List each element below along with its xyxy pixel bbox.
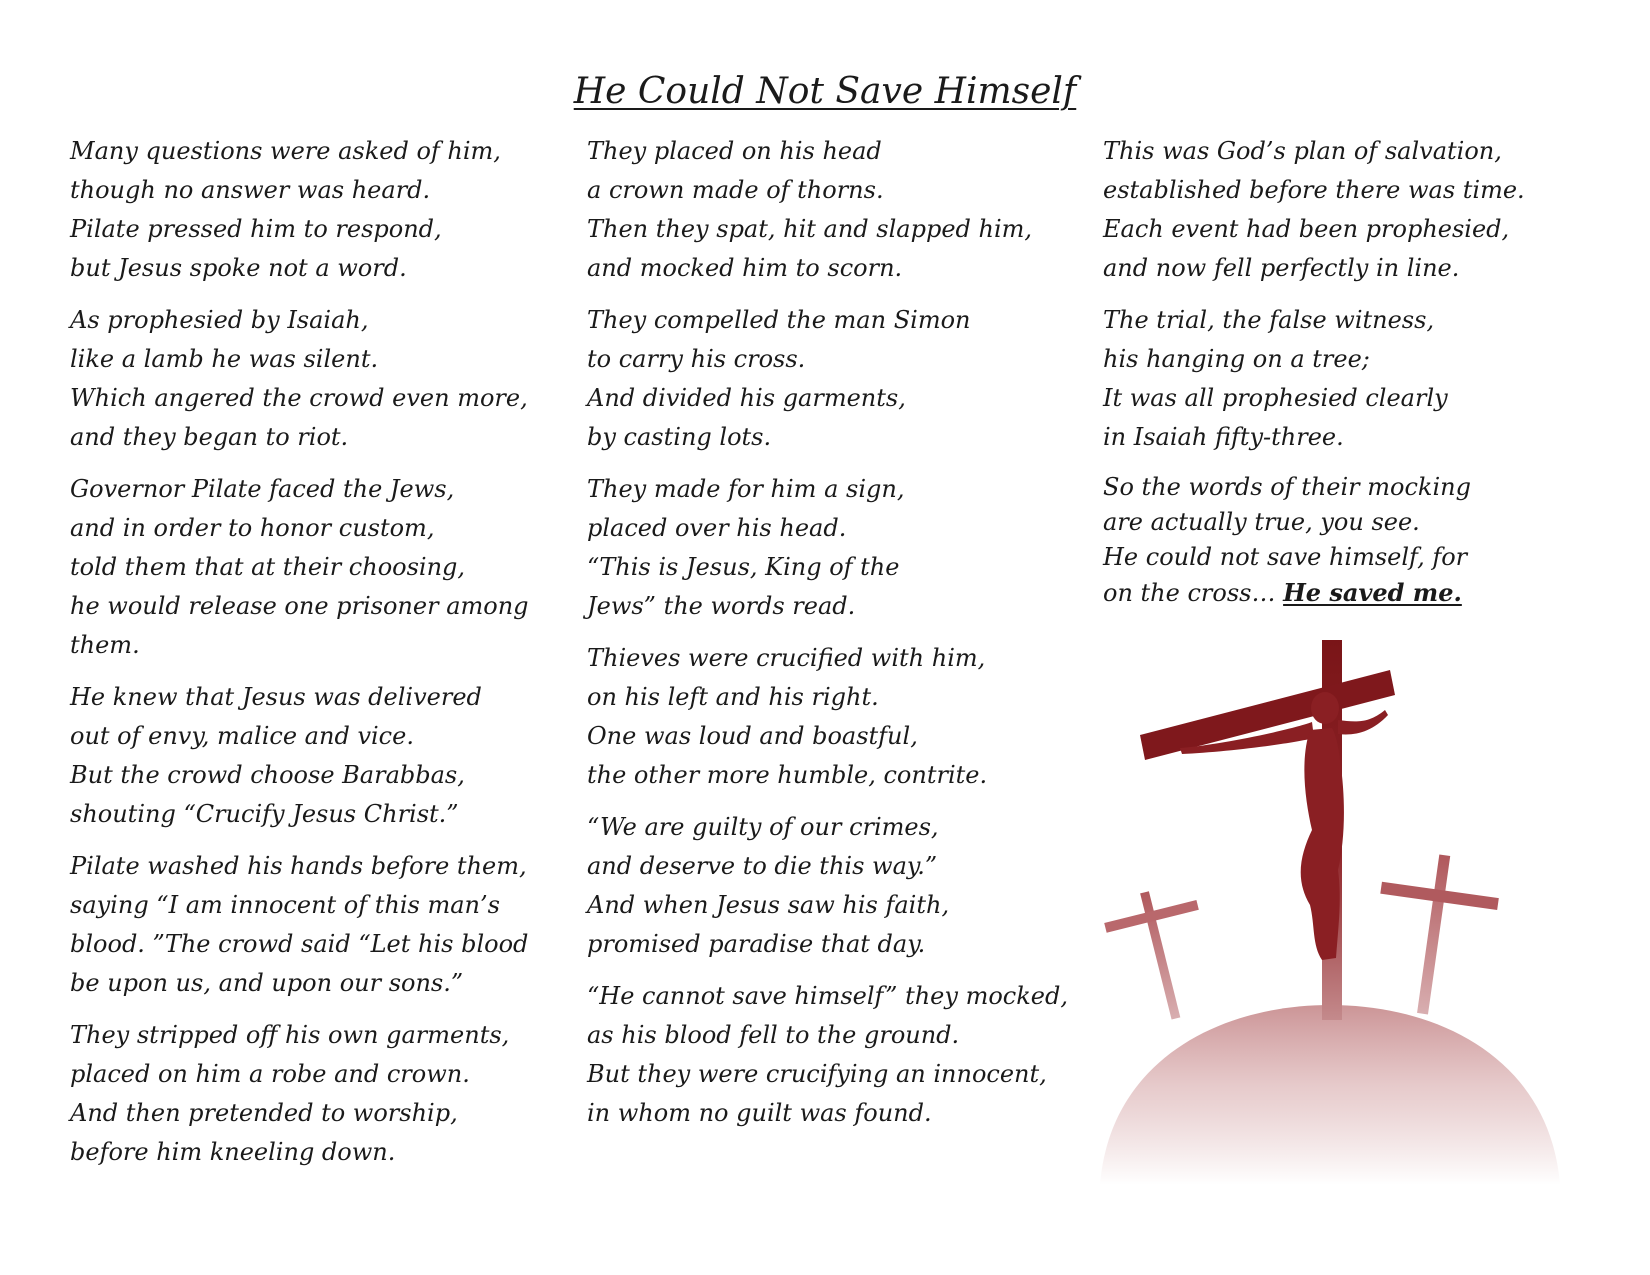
verse-line: promised paradise that day. xyxy=(587,930,926,958)
verse-line: The trial, the false witness, xyxy=(1103,306,1435,334)
verse-line: the other more humble, contrite. xyxy=(587,761,988,789)
verse-line: They made for him a sign, xyxy=(587,475,905,503)
verse-line: So the words of their mocking xyxy=(1103,473,1471,501)
left-cross-icon xyxy=(1100,881,1223,1030)
stanza xyxy=(587,977,1087,1133)
verse-line: He could not save himself, for xyxy=(1103,543,1468,571)
verse-line: like a lamb he was silent. xyxy=(70,345,379,373)
verse-line: he would release one prisoner among xyxy=(70,592,529,620)
verse-line: “He cannot save himself” they mocked, xyxy=(587,982,1068,1010)
stanza xyxy=(587,301,1087,457)
closing-emphasis: He saved me. xyxy=(1283,578,1462,607)
verse-line: But they were crucifying an innocent, xyxy=(587,1060,1047,1088)
verse-line: Each event had been prophesied, xyxy=(1103,215,1510,243)
verse-line: They stripped off his own garments, xyxy=(70,1021,510,1049)
verse-line: Thieves were crucified with him, xyxy=(587,644,986,672)
stanza xyxy=(70,678,560,834)
stanza xyxy=(70,470,560,665)
verse-line: Many questions were asked of him, xyxy=(70,137,501,165)
verse-line: saying “I am innocent of this man’s xyxy=(70,891,500,919)
verse-line: a crown made of thorns. xyxy=(587,176,884,204)
verse-line: And then pretended to worship, xyxy=(70,1099,458,1127)
hill-shape xyxy=(1100,1005,1560,1185)
verse-line: and in order to honor custom, xyxy=(70,514,435,542)
verse-line: They compelled the man Simon xyxy=(587,306,971,334)
poem-column-1 xyxy=(70,132,560,1185)
stanza xyxy=(70,301,560,457)
verse-line: Which angered the crowd even more, xyxy=(70,384,528,412)
verse-line: Pilate pressed him to respond, xyxy=(70,215,442,243)
stanza xyxy=(1103,132,1583,288)
verse-line: be upon us, and upon our sons.” xyxy=(70,969,464,997)
verse-line: Then they spat, hit and slapped him, xyxy=(587,215,1033,243)
verse-line: And when Jesus saw his faith, xyxy=(587,891,950,919)
verse-line: to carry his cross. xyxy=(587,345,806,373)
verse-line: And divided his garments, xyxy=(587,384,906,412)
stanza xyxy=(70,847,560,1003)
stanza xyxy=(587,132,1087,288)
verse-line: This was God’s plan of salvation, xyxy=(1103,137,1502,165)
verse-line: One was loud and boastful, xyxy=(587,722,918,750)
verse-line: blood. ”The crowd said “Let his blood xyxy=(70,930,529,958)
verse-line: Governor Pilate faced the Jews, xyxy=(70,475,455,503)
verse-line: and they began to riot. xyxy=(70,423,349,451)
verse-line: “This is Jesus, King of the xyxy=(587,553,900,581)
verse-line: Pilate washed his hands before them, xyxy=(70,852,527,880)
verse-line: before him kneeling down. xyxy=(70,1138,396,1166)
verse-line: are actually true, you see. xyxy=(1103,508,1420,536)
right-cross-icon xyxy=(1365,847,1504,1022)
verse-line: though no answer was heard. xyxy=(70,176,431,204)
verse-line: But the crowd choose Barabbas, xyxy=(70,761,465,789)
verse-line: and now fell perfectly in line. xyxy=(1103,254,1460,282)
poem-column-3 xyxy=(1103,132,1583,624)
verse-line: on his left and his right. xyxy=(587,683,879,711)
verse-line-final xyxy=(1103,575,1583,611)
verse-line: placed over his head. xyxy=(587,514,847,542)
stanza xyxy=(1103,301,1583,457)
verse-line: but Jesus spoke not a word. xyxy=(70,254,407,282)
verse-line: his hanging on a tree; xyxy=(1103,345,1370,373)
stanza xyxy=(587,639,1087,795)
verse-line: “We are guilty of our crimes, xyxy=(587,813,939,841)
verse-line: and deserve to die this way.” xyxy=(587,852,938,880)
verse-line: out of envy, malice and vice. xyxy=(70,722,414,750)
poem-title: He Could Not Save Himself xyxy=(573,71,1077,112)
verse-line: Jews” the words read. xyxy=(587,592,856,620)
crucifixion-illustration xyxy=(1100,640,1560,1185)
verse-line: He knew that Jesus was delivered xyxy=(70,683,482,711)
verse-line: and mocked him to scorn. xyxy=(587,254,903,282)
verse-line: told them that at their choosing, xyxy=(70,553,466,581)
stanza xyxy=(70,132,560,288)
verse-line: as his blood fell to the ground. xyxy=(587,1021,960,1049)
stanza xyxy=(587,470,1087,626)
central-cross-icon xyxy=(1140,640,1395,1020)
verse-line: them. xyxy=(70,631,140,659)
verse-line: in Isaiah fifty-three. xyxy=(1103,423,1344,451)
verse-line: As prophesied by Isaiah, xyxy=(70,306,369,334)
stanza xyxy=(70,1016,560,1172)
verse-line: by casting lots. xyxy=(587,423,772,451)
verse-line: established before there was time. xyxy=(1103,176,1525,204)
stanza xyxy=(587,808,1087,964)
verse-line: placed on him a robe and crown. xyxy=(70,1060,470,1088)
verse-line: in whom no guilt was found. xyxy=(587,1099,932,1127)
verse-line: They placed on his head xyxy=(587,137,882,165)
verse-line: It was all prophesied clearly xyxy=(1103,384,1448,412)
stanza xyxy=(1103,470,1583,611)
verse-line: shouting “Crucify Jesus Christ.” xyxy=(70,800,459,828)
poem-column-2 xyxy=(587,132,1087,1146)
verse-line-final-text: on the cross… xyxy=(1103,579,1284,607)
